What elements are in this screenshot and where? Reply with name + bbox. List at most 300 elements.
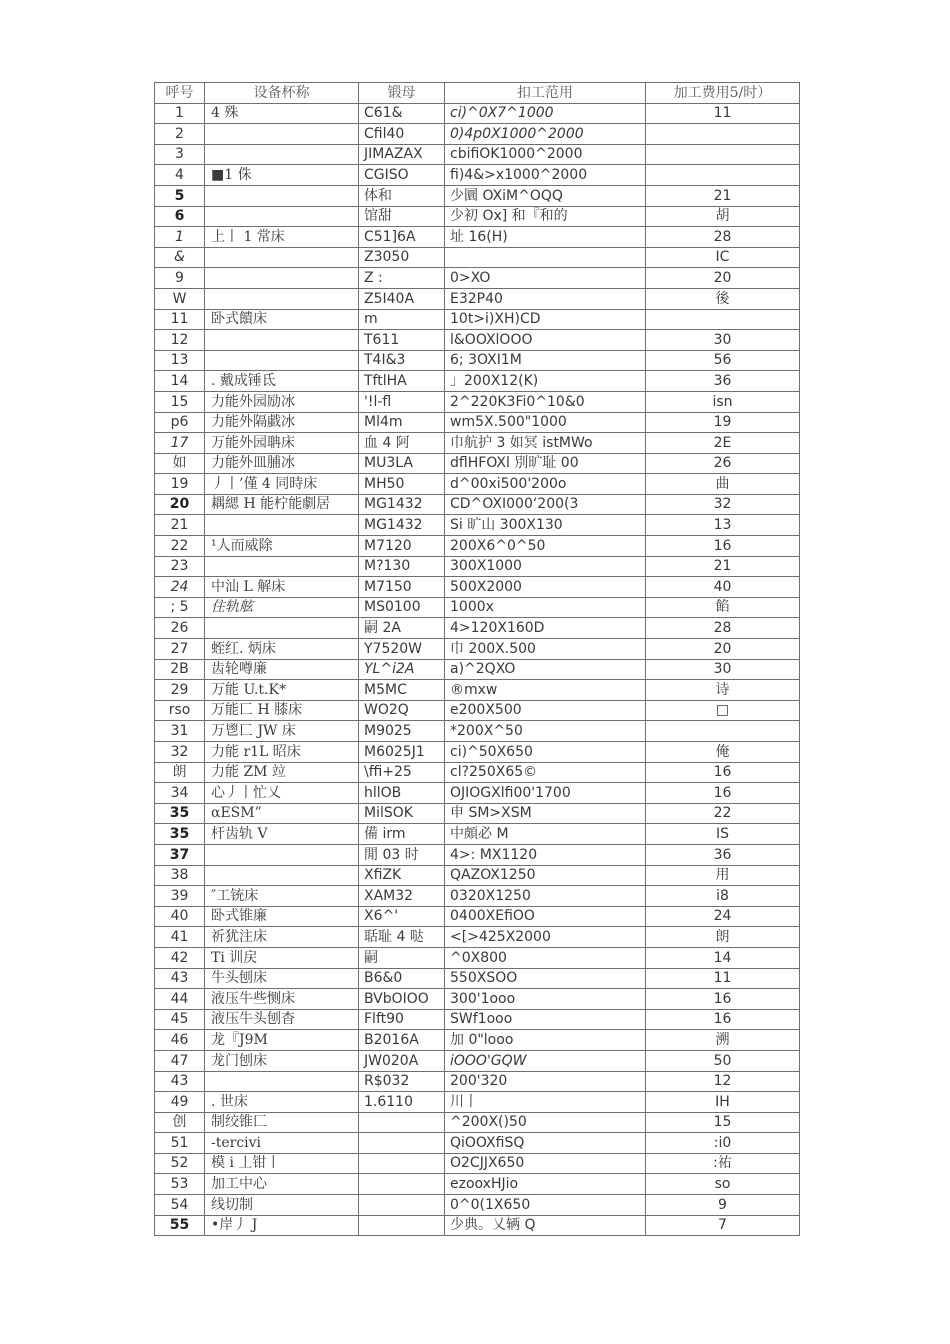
cell-number: 40 — [155, 906, 205, 927]
cell-processing-range: cl?250X65© — [445, 762, 646, 783]
cell-equipment-name — [205, 556, 359, 577]
table-row — [155, 309, 800, 330]
cell-processing-fee: i8 — [646, 886, 800, 907]
cell-number: 2B — [155, 659, 205, 680]
table-row — [155, 742, 800, 763]
table-row — [155, 906, 800, 927]
cell-processing-fee: 21 — [646, 556, 800, 577]
cell-equipment-name: 制绞锥匚 — [205, 1112, 359, 1133]
cell-number: 21 — [155, 515, 205, 536]
table-row — [155, 1050, 800, 1071]
table-row — [155, 412, 800, 433]
cell-equipment-name: . 世床 — [205, 1092, 359, 1113]
cell-equipment-name: 模 i 丄钳丨 — [205, 1153, 359, 1174]
cell-model — [359, 1195, 445, 1216]
cell-processing-range: ®mxw — [445, 680, 646, 701]
cell-processing-range: ezooxHJio — [445, 1174, 646, 1195]
header-cell-model: 锻母 — [359, 83, 445, 104]
cell-equipment-name: ■1 侏 — [205, 165, 359, 186]
cell-number: 47 — [155, 1050, 205, 1071]
table-row — [155, 844, 800, 865]
cell-equipment-name: 耦緦 H 能柠能劇居 — [205, 494, 359, 515]
table-row — [155, 865, 800, 886]
cell-equipment-name: 液压牛头刨杳 — [205, 1009, 359, 1030]
cell-processing-range: iOOO'GQW — [445, 1050, 646, 1071]
table-row — [155, 700, 800, 721]
cell-processing-fee: □ — [646, 700, 800, 721]
cell-equipment-name: 卧式饋床 — [205, 309, 359, 330]
cell-number: 49 — [155, 1092, 205, 1113]
cell-model: 体和 — [359, 185, 445, 206]
table-row — [155, 783, 800, 804]
cell-processing-fee: :祐 — [646, 1153, 800, 1174]
table-row — [155, 762, 800, 783]
cell-equipment-name: 祈犹注床 — [205, 927, 359, 948]
table-row — [155, 206, 800, 227]
table-header-row — [155, 83, 800, 104]
cell-equipment-name: 力能外皿脯冰 — [205, 453, 359, 474]
cell-processing-range: OJIOGXlfi00'1700 — [445, 783, 646, 804]
cell-processing-range: 200'320 — [445, 1071, 646, 1092]
cell-model: Y7520W — [359, 639, 445, 660]
cell-processing-range: 300'1ooo — [445, 989, 646, 1010]
cell-model: 聒耻 4 哒 — [359, 927, 445, 948]
cell-model: 馆甜 — [359, 206, 445, 227]
cell-number: 27 — [155, 639, 205, 660]
cell-processing-fee: 22 — [646, 803, 800, 824]
cell-number: p6 — [155, 412, 205, 433]
cell-number: 41 — [155, 927, 205, 948]
table-row — [155, 144, 800, 165]
cell-processing-fee: 56 — [646, 350, 800, 371]
cell-equipment-name — [205, 288, 359, 309]
cell-equipment-name: 力能外园励冰 — [205, 391, 359, 412]
cell-processing-range: CD^OXI000‘200(3 — [445, 494, 646, 515]
header-cell-equipment-name: 设备杯称 — [205, 83, 359, 104]
cell-model: M9025 — [359, 721, 445, 742]
cell-number: 43 — [155, 1071, 205, 1092]
cell-processing-fee: 24 — [646, 906, 800, 927]
cell-model: 備 irm — [359, 824, 445, 845]
cell-number: 如 — [155, 453, 205, 474]
cell-equipment-name: . 戴成锤氐 — [205, 371, 359, 392]
cell-model: B2016A — [359, 1030, 445, 1051]
cell-model: X6^' — [359, 906, 445, 927]
cell-processing-range: d^00xi500'200o — [445, 474, 646, 495]
cell-model: M?130 — [359, 556, 445, 577]
cell-processing-fee: IS — [646, 824, 800, 845]
cell-equipment-name — [205, 268, 359, 289]
table-row — [155, 1071, 800, 1092]
cell-processing-fee: 16 — [646, 783, 800, 804]
cell-processing-fee: IH — [646, 1092, 800, 1113]
cell-processing-fee: IC — [646, 247, 800, 268]
cell-processing-range: O2CJJX650 — [445, 1153, 646, 1174]
cell-number: rso — [155, 700, 205, 721]
cell-number: & — [155, 247, 205, 268]
cell-model — [359, 1153, 445, 1174]
cell-number: 1 — [155, 227, 205, 248]
cell-number: 53 — [155, 1174, 205, 1195]
cell-number: 46 — [155, 1030, 205, 1051]
table-row — [155, 886, 800, 907]
cell-model: MG1432 — [359, 494, 445, 515]
cell-model: C51]6A — [359, 227, 445, 248]
table-row — [155, 1030, 800, 1051]
table-row — [155, 536, 800, 557]
cell-number: 37 — [155, 844, 205, 865]
cell-model: MilSOK — [359, 803, 445, 824]
table-row — [155, 577, 800, 598]
cell-processing-fee: 30 — [646, 659, 800, 680]
cell-model: CGISO — [359, 165, 445, 186]
cell-processing-range: 0320X1250 — [445, 886, 646, 907]
cell-processing-fee: 26 — [646, 453, 800, 474]
cell-model: WO2Q — [359, 700, 445, 721]
cell-number: 44 — [155, 989, 205, 1010]
cell-equipment-name: 蛭红. 炳床 — [205, 639, 359, 660]
cell-processing-fee: 2E — [646, 433, 800, 454]
cell-processing-range: ci)^0X7^1000 — [445, 103, 646, 124]
cell-model: M7120 — [359, 536, 445, 557]
cell-processing-range: ^200X()50 — [445, 1112, 646, 1133]
cell-processing-range: 0)4p0X1000^2000 — [445, 124, 646, 145]
cell-processing-range: 4>: MX1120 — [445, 844, 646, 865]
cell-processing-fee: isn — [646, 391, 800, 412]
table-row — [155, 618, 800, 639]
cell-model: MS0100 — [359, 597, 445, 618]
cell-equipment-name: αESM” — [205, 803, 359, 824]
cell-number: 14 — [155, 371, 205, 392]
cell-model: Z3050 — [359, 247, 445, 268]
cell-model: MG1432 — [359, 515, 445, 536]
cell-equipment-name: 力能外隔戱冰 — [205, 412, 359, 433]
cell-processing-range: 0400XEfiOO — [445, 906, 646, 927]
cell-processing-range: 10t>i)XH)CD — [445, 309, 646, 330]
cell-processing-fee: 16 — [646, 1009, 800, 1030]
cell-processing-fee: 12 — [646, 1071, 800, 1092]
cell-processing-range: 加 0"looo — [445, 1030, 646, 1051]
cell-model — [359, 1215, 445, 1236]
cell-equipment-name — [205, 350, 359, 371]
cell-equipment-name — [205, 865, 359, 886]
cell-number: 17 — [155, 433, 205, 454]
cell-equipment-name — [205, 206, 359, 227]
table-row — [155, 330, 800, 351]
cell-number: 创 — [155, 1112, 205, 1133]
cell-number: 43 — [155, 968, 205, 989]
cell-processing-range: 少圜 OXiM^OQQ — [445, 185, 646, 206]
cell-number: 6 — [155, 206, 205, 227]
cell-equipment-name: •岸丿 J — [205, 1215, 359, 1236]
cell-processing-range: ci)^50X650 — [445, 742, 646, 763]
cell-processing-fee: 溯 — [646, 1030, 800, 1051]
cell-processing-fee — [646, 309, 800, 330]
header-cell-number: 呼号 — [155, 83, 205, 104]
cell-processing-fee: 16 — [646, 989, 800, 1010]
table-row — [155, 1009, 800, 1030]
cell-number: 35 — [155, 803, 205, 824]
cell-number: 54 — [155, 1195, 205, 1216]
cell-processing-fee: 16 — [646, 762, 800, 783]
cell-processing-fee: 曲 — [646, 474, 800, 495]
cell-processing-range: 0>XO — [445, 268, 646, 289]
cell-model: T611 — [359, 330, 445, 351]
cell-processing-fee — [646, 124, 800, 145]
cell-processing-range: cbifiOK1000^2000 — [445, 144, 646, 165]
table-row — [155, 1174, 800, 1195]
table-row — [155, 288, 800, 309]
cell-number: 11 — [155, 309, 205, 330]
cell-number: 31 — [155, 721, 205, 742]
cell-processing-range: *200X^50 — [445, 721, 646, 742]
equipment-table — [154, 82, 800, 1236]
cell-model: \ffi+25 — [359, 762, 445, 783]
cell-processing-fee: 28 — [646, 618, 800, 639]
cell-number: 1 — [155, 103, 205, 124]
table-row — [155, 1215, 800, 1236]
cell-processing-fee: 32 — [646, 494, 800, 515]
cell-model: m — [359, 309, 445, 330]
cell-number: 39 — [155, 886, 205, 907]
cell-model: C61& — [359, 103, 445, 124]
table-row — [155, 597, 800, 618]
cell-processing-range: QAZOX1250 — [445, 865, 646, 886]
cell-number: 22 — [155, 536, 205, 557]
table-row — [155, 433, 800, 454]
table-row — [155, 474, 800, 495]
cell-number: 52 — [155, 1153, 205, 1174]
cell-processing-fee: 朗 — [646, 927, 800, 948]
cell-processing-range: 6; 3OXI1M — [445, 350, 646, 371]
table-row — [155, 268, 800, 289]
cell-equipment-name: 力能 r1L 昭床 — [205, 742, 359, 763]
cell-processing-fee: 50 — [646, 1050, 800, 1071]
cell-processing-range: E32P40 — [445, 288, 646, 309]
cell-model: Z5I40A — [359, 288, 445, 309]
cell-number: 42 — [155, 947, 205, 968]
cell-processing-fee — [646, 144, 800, 165]
cell-processing-range: l&OOXlOOO — [445, 330, 646, 351]
cell-model: M5MC — [359, 680, 445, 701]
cell-model: XAM32 — [359, 886, 445, 907]
cell-equipment-name: 心丿丨忙乂 — [205, 783, 359, 804]
cell-equipment-name: 龙『J9M — [205, 1030, 359, 1051]
header-cell-processing-fee: 加工费用5/时） — [646, 83, 800, 104]
cell-model: TftlHA — [359, 371, 445, 392]
cell-number: 34 — [155, 783, 205, 804]
cell-equipment-name — [205, 144, 359, 165]
table-row — [155, 247, 800, 268]
table-row — [155, 350, 800, 371]
cell-equipment-name: 上丨 1 常床 — [205, 227, 359, 248]
header-cell-processing-range: 扣工范用 — [445, 83, 646, 104]
cell-model: 1.6110 — [359, 1092, 445, 1113]
cell-processing-range: <[>425X2000 — [445, 927, 646, 948]
cell-equipment-name: ¹人而威除 — [205, 536, 359, 557]
table-row — [155, 1153, 800, 1174]
table-row — [155, 659, 800, 680]
table-row — [155, 453, 800, 474]
cell-processing-range: 址 16(H) — [445, 227, 646, 248]
cell-model: JW020A — [359, 1050, 445, 1071]
cell-processing-range: 0^0(1X650 — [445, 1195, 646, 1216]
cell-processing-fee: :i0 — [646, 1133, 800, 1154]
cell-model: '!l-fl — [359, 391, 445, 412]
cell-number: 38 — [155, 865, 205, 886]
cell-processing-fee: 20 — [646, 268, 800, 289]
cell-processing-range: ^0X800 — [445, 947, 646, 968]
table-row — [155, 721, 800, 742]
cell-equipment-name — [205, 185, 359, 206]
table-row — [155, 639, 800, 660]
cell-processing-fee: 用 — [646, 865, 800, 886]
cell-equipment-name — [205, 618, 359, 639]
cell-number: 5 — [155, 185, 205, 206]
cell-model: Z : — [359, 268, 445, 289]
cell-equipment-name: 加工中心 — [205, 1174, 359, 1195]
cell-processing-fee — [646, 721, 800, 742]
table-row — [155, 803, 800, 824]
cell-model: MH50 — [359, 474, 445, 495]
cell-number: 15 — [155, 391, 205, 412]
table-row — [155, 391, 800, 412]
cell-model: JIMAZAX — [359, 144, 445, 165]
cell-processing-range: 2^220K3Fi0^10&0 — [445, 391, 646, 412]
cell-number: 20 — [155, 494, 205, 515]
cell-processing-fee: 餡 — [646, 597, 800, 618]
cell-equipment-name: 中汕 L 解床 — [205, 577, 359, 598]
table-row — [155, 371, 800, 392]
cell-processing-range: 300X1000 — [445, 556, 646, 577]
cell-model: Ml4m — [359, 412, 445, 433]
cell-processing-range: 」200X12(K) — [445, 371, 646, 392]
cell-equipment-name: 万鬯匸 JW 床 — [205, 721, 359, 742]
cell-model: XfiZK — [359, 865, 445, 886]
cell-equipment-name — [205, 330, 359, 351]
cell-processing-range: wm5X.500"1000 — [445, 412, 646, 433]
cell-model — [359, 1112, 445, 1133]
cell-processing-fee: 胡 — [646, 206, 800, 227]
table-row — [155, 1112, 800, 1133]
cell-processing-fee: 诗 — [646, 680, 800, 701]
cell-equipment-name: 齿轮噂廉 — [205, 659, 359, 680]
cell-processing-range: 巾 200X.500 — [445, 639, 646, 660]
cell-processing-range: 500X2000 — [445, 577, 646, 598]
cell-equipment-name: 牛头刨床 — [205, 968, 359, 989]
cell-processing-fee: 後 — [646, 288, 800, 309]
cell-equipment-name: 杆齿轨 V — [205, 824, 359, 845]
cell-processing-fee: 9 — [646, 1195, 800, 1216]
cell-number: 51 — [155, 1133, 205, 1154]
cell-processing-range: 川丨 — [445, 1092, 646, 1113]
cell-number: 29 — [155, 680, 205, 701]
cell-number: 9 — [155, 268, 205, 289]
cell-processing-range: fi)4&>x1000^2000 — [445, 165, 646, 186]
cell-model: BVbOIOO — [359, 989, 445, 1010]
table-row — [155, 968, 800, 989]
cell-processing-range: e200X500 — [445, 700, 646, 721]
cell-number: 19 — [155, 474, 205, 495]
cell-model: 血 4 阿 — [359, 433, 445, 454]
cell-processing-range: 少典。乂辆 Q — [445, 1215, 646, 1236]
cell-processing-range: 申 SM>XSM — [445, 803, 646, 824]
table-row — [155, 680, 800, 701]
cell-model: 嗣 2A — [359, 618, 445, 639]
cell-processing-range — [445, 247, 646, 268]
cell-processing-range: a)^2QXO — [445, 659, 646, 680]
cell-model: M7150 — [359, 577, 445, 598]
cell-equipment-name: 线切制 — [205, 1195, 359, 1216]
cell-number: 24 — [155, 577, 205, 598]
cell-processing-fee: so — [646, 1174, 800, 1195]
cell-processing-fee: 20 — [646, 639, 800, 660]
cell-processing-range: QiOOXfiSQ — [445, 1133, 646, 1154]
cell-processing-range: Si 旷山 300X130 — [445, 515, 646, 536]
cell-equipment-name: ″工铳床 — [205, 886, 359, 907]
cell-equipment-name: 液压牛些恻床 — [205, 989, 359, 1010]
cell-model: hllOB — [359, 783, 445, 804]
table-row — [155, 1195, 800, 1216]
cell-equipment-name: 万能 U.t.K* — [205, 680, 359, 701]
cell-model: YL^i2A — [359, 659, 445, 680]
table-row — [155, 1133, 800, 1154]
table-row — [155, 124, 800, 145]
table-row — [155, 927, 800, 948]
cell-processing-fee: 7 — [646, 1215, 800, 1236]
cell-number: 4 — [155, 165, 205, 186]
cell-number: 45 — [155, 1009, 205, 1030]
table-body — [155, 83, 800, 1236]
cell-equipment-name — [205, 844, 359, 865]
table-row — [155, 494, 800, 515]
cell-processing-range: 550XSOO — [445, 968, 646, 989]
cell-processing-fee: 14 — [646, 947, 800, 968]
cell-equipment-name: -tercivi — [205, 1133, 359, 1154]
cell-number: 12 — [155, 330, 205, 351]
cell-equipment-name: 力能 ZM 竝 — [205, 762, 359, 783]
table-row — [155, 185, 800, 206]
cell-processing-fee — [646, 165, 800, 186]
cell-model — [359, 1174, 445, 1195]
cell-equipment-name: 万能外园聃床 — [205, 433, 359, 454]
cell-model: 嗣 — [359, 947, 445, 968]
cell-processing-fee: 40 — [646, 577, 800, 598]
cell-model: R$032 — [359, 1071, 445, 1092]
cell-processing-range: 200X6^0^50 — [445, 536, 646, 557]
cell-processing-range: 1000x — [445, 597, 646, 618]
cell-processing-fee: 21 — [646, 185, 800, 206]
cell-number: 55 — [155, 1215, 205, 1236]
cell-model: Flft90 — [359, 1009, 445, 1030]
cell-equipment-name: 丿丨’僅 4 同時床 — [205, 474, 359, 495]
cell-processing-range: dflHFOXl 別旷耻 00 — [445, 453, 646, 474]
cell-processing-fee: 俺 — [646, 742, 800, 763]
cell-number: 35 — [155, 824, 205, 845]
cell-number: 13 — [155, 350, 205, 371]
cell-equipment-name — [205, 247, 359, 268]
table-row — [155, 947, 800, 968]
cell-number: 2 — [155, 124, 205, 145]
table-row — [155, 103, 800, 124]
cell-processing-range: 4>120X160D — [445, 618, 646, 639]
cell-model: MU3LA — [359, 453, 445, 474]
cell-model: T4I&3 — [359, 350, 445, 371]
cell-processing-fee: 11 — [646, 968, 800, 989]
cell-processing-range: SWf1ooo — [445, 1009, 646, 1030]
cell-model: 閒 03 时 — [359, 844, 445, 865]
cell-equipment-name — [205, 124, 359, 145]
